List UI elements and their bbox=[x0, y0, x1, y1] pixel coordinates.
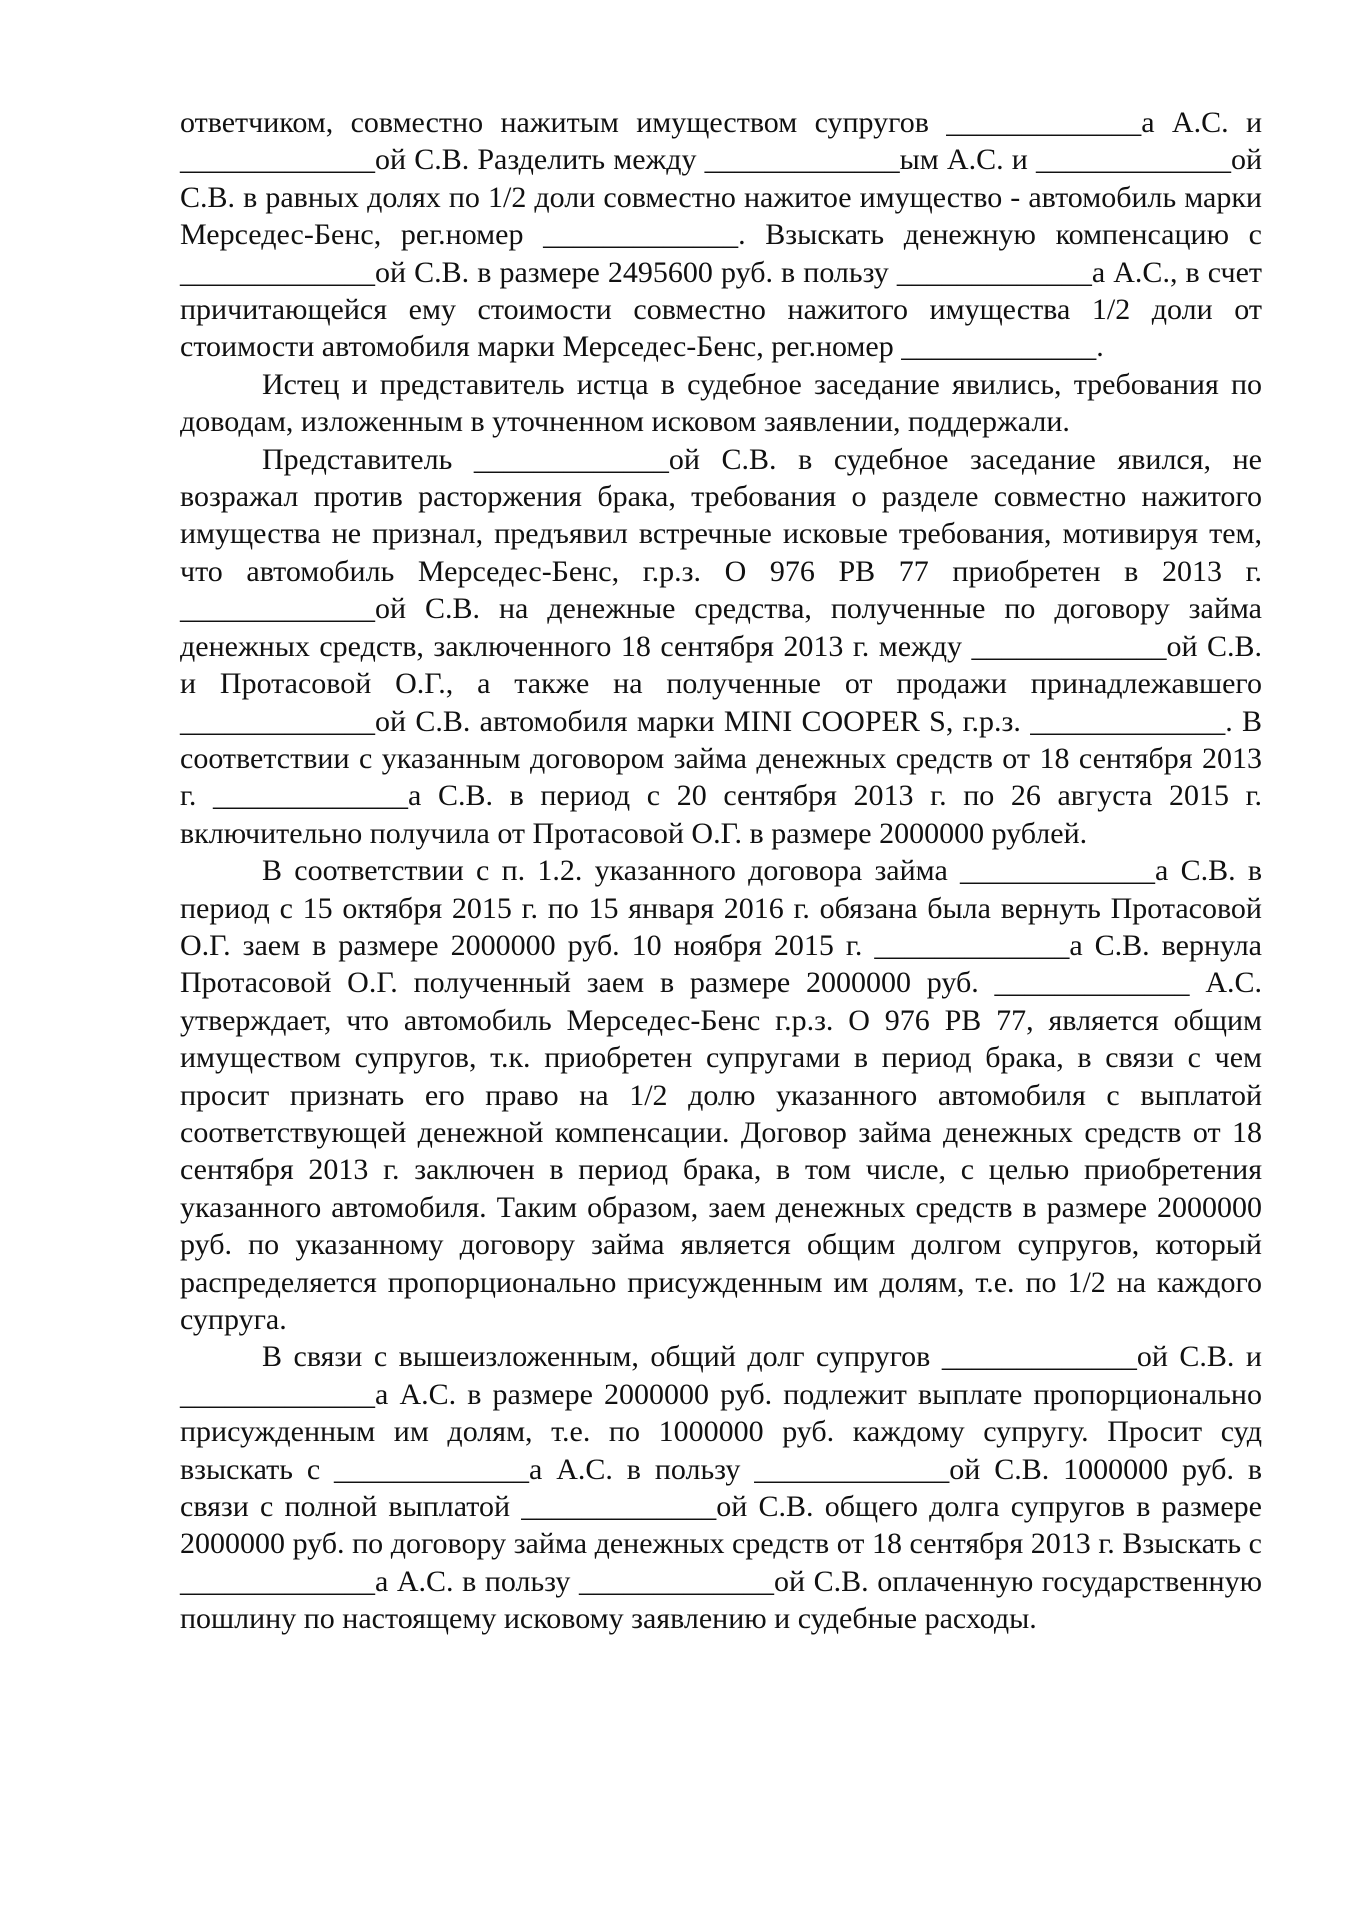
paragraph-4: В соответствии с п. 1.2. указанного договора займа _____________а С.В. в период с 15 октября 2015 г. по 15 января 2016 г. обязана была вернуть Протасовой О.Г. заем в размере 2000000 руб. 10 ноября 2015 г. _____________а С.В. вернула Протасовой О.Г. полученный заем в размере 2000000 руб. _____________ А.С. утверждает, что автомобиль Мерседес-Бенс г.р.з. О 976 РВ 77, является общим имуществом супругов, т.к. приобретен супругами в период брака, в связи с чем просит признать его право на 1/2 долю указанного автомобиля с выплатой соответствующей денежной компенсации. Договор займа денежных средств от 18 сентября 2013 г. заключен в период брака, в том числе, с целью приобретения указанного автомобиля. Таким образом, заем денежных средств в размере 2000000 руб. по указанному договору займа является общим долгом супругов, который распределяется пропорционально присужденным им долям, т.е. по 1/2 на каждого супруга. bbox=[180, 854, 1270, 1336]
document-body bbox=[180, 104, 1270, 1638]
paragraph-1: ответчиком, совместно нажитым имуществом супругов _____________а А.С. и _____________ой С.В. Разделить между _____________ым А.С. и _____________ой С.В. в равных долях по 1/2 доли совместно нажитое имущество - автомобиль марки Мерседес-Бенс, рег.номер _____________. Взыскать денежную компенсацию с _____________ой С.В. в размере 2495600 руб. в пользу _____________а А.С., в счет причитающейся ему стоимости совместно нажитого имущества 1/2 доли от стоимости автомобиля марки Мерседес-Бенс, рег.номер _____________. bbox=[180, 106, 1270, 364]
paragraph-5: В связи с вышеизложенным, общий долг супругов _____________ой С.В. и _____________а А.С. в размере 2000000 руб. подлежит выплате пропорционально присужденным им долям, т.е. по 1000000 руб. каждому супругу. Просит суд взыскать с _____________а А.С. в пользу _____________ой С.В. 1000000 руб. в связи с полной выплатой _____________ой С.В. общего долга супругов в размере 2000000 руб. по договору займа денежных средств от 18 сентября 2013 г. Взыскать с _____________а А.С. в пользу _____________ой С.В. оплаченную государственную пошлину по настоящему исковому заявлению и судебные расходы. bbox=[180, 1340, 1270, 1636]
paragraph-2: Истец и представитель истца в судебное заседание явились, требования по доводам, изложенным в уточненном исковом заявлении, поддержали. bbox=[180, 367, 1270, 439]
paragraph-3: Представитель _____________ой С.В. в судебное заседание явился, не возражал против расторжения брака, требования о разделе совместно нажитого имущества не признал, предъявил встречные исковые требования, мотивируя тем, что автомобиль Мерседес-Бенс, г.р.з. О 976 РВ 77 приобретен в 2013 г. _____________ой С.В. на денежные средства, полученные по договору займа денежных средств, заключенного 18 сентября 2013 г. между _____________ой С.В. и Протасовой О.Г., а также на полученные от продажи принадлежавшего _____________ой С.В. автомобиля марки MINI COOPER S, г.р.з. _____________. В соответствии с указанным договором займа денежных средств от 18 сентября 2013 г. _____________а С.В. в период с 20 сентября 2013 г. по 26 августа 2015 г. включительно получила от Протасовой О.Г. в размере 2000000 рублей. bbox=[180, 442, 1270, 850]
